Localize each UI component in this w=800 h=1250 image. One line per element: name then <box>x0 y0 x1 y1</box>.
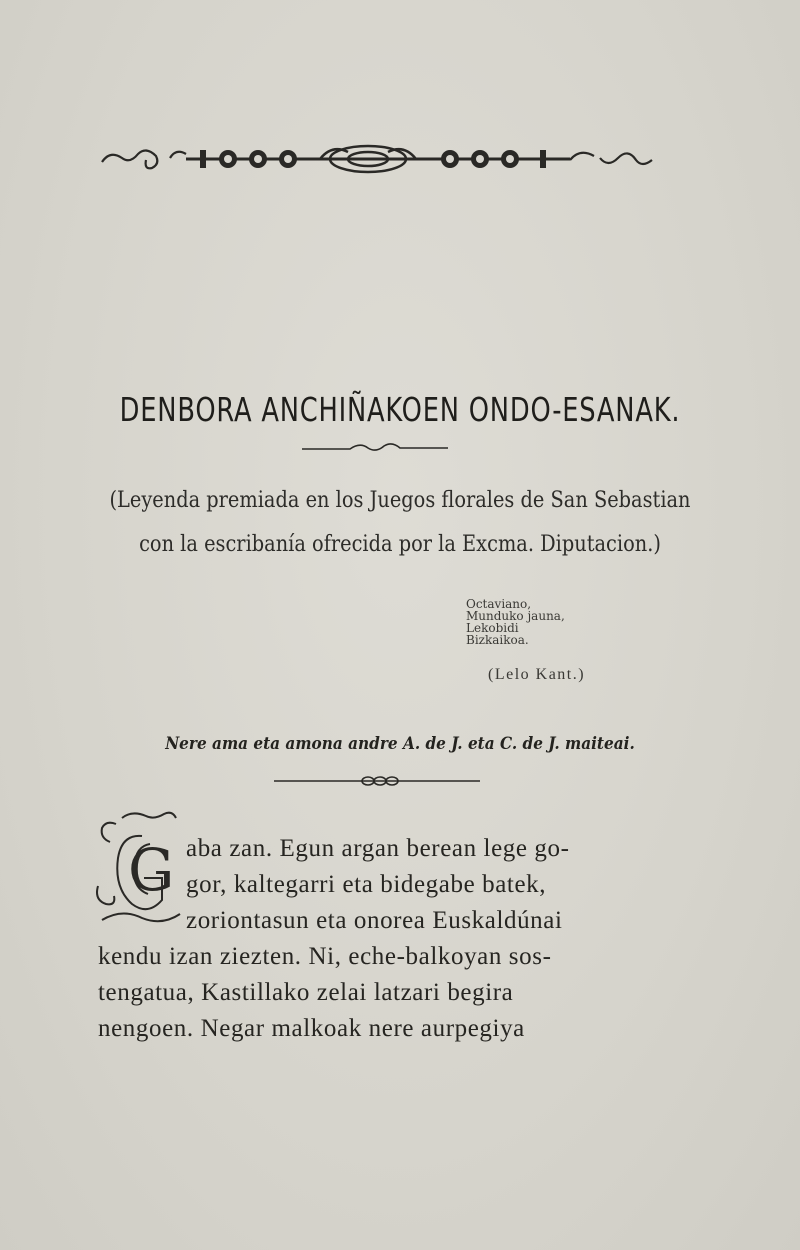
body-line: kendu izan ziezten. Ni, eche-balkoyan sos- <box>98 943 552 970</box>
epigraph-line: Octaviano, <box>466 597 532 611</box>
decorative-initial <box>92 808 184 934</box>
subtitle-line-1: (Leyenda premiada en los Juegos florales de San Sebastian <box>109 488 691 513</box>
body-line: nengoen. Negar malkoak nere aurpegiya <box>98 1015 525 1042</box>
dropcap-letter: G <box>128 836 175 904</box>
body-line: zoriontasun eta onorea Euskaldúnai <box>186 907 563 934</box>
epigraph-line: Bizkaikoa. <box>466 633 529 647</box>
body-line: aba zan. Egun argan berean lege go- <box>186 835 570 862</box>
section-divider <box>272 775 482 787</box>
body-line: tengatua, Kastillako zelai latzari begira <box>98 979 514 1006</box>
epigraph-line: Munduko jauna, <box>466 609 565 623</box>
top-ornament <box>100 138 660 178</box>
dedication: Nere ama eta amona andre A. de J. eta C. de J. maiteai. <box>165 734 635 754</box>
subtitle-line-2: con la escribanía ofrecida por la Excma. Diputacion.) <box>139 532 661 557</box>
epigraph-attribution: (Lelo Kant.) <box>488 666 586 683</box>
title-divider-flourish <box>300 440 450 454</box>
body-line: gor, kaltegarri eta bidegabe batek, <box>186 871 547 898</box>
page-title: DENBORA ANCHIÑAKOEN ONDO-ESANAK. <box>119 390 681 429</box>
epigraph <box>466 598 565 646</box>
epigraph-line: Lekobidi <box>466 621 519 635</box>
